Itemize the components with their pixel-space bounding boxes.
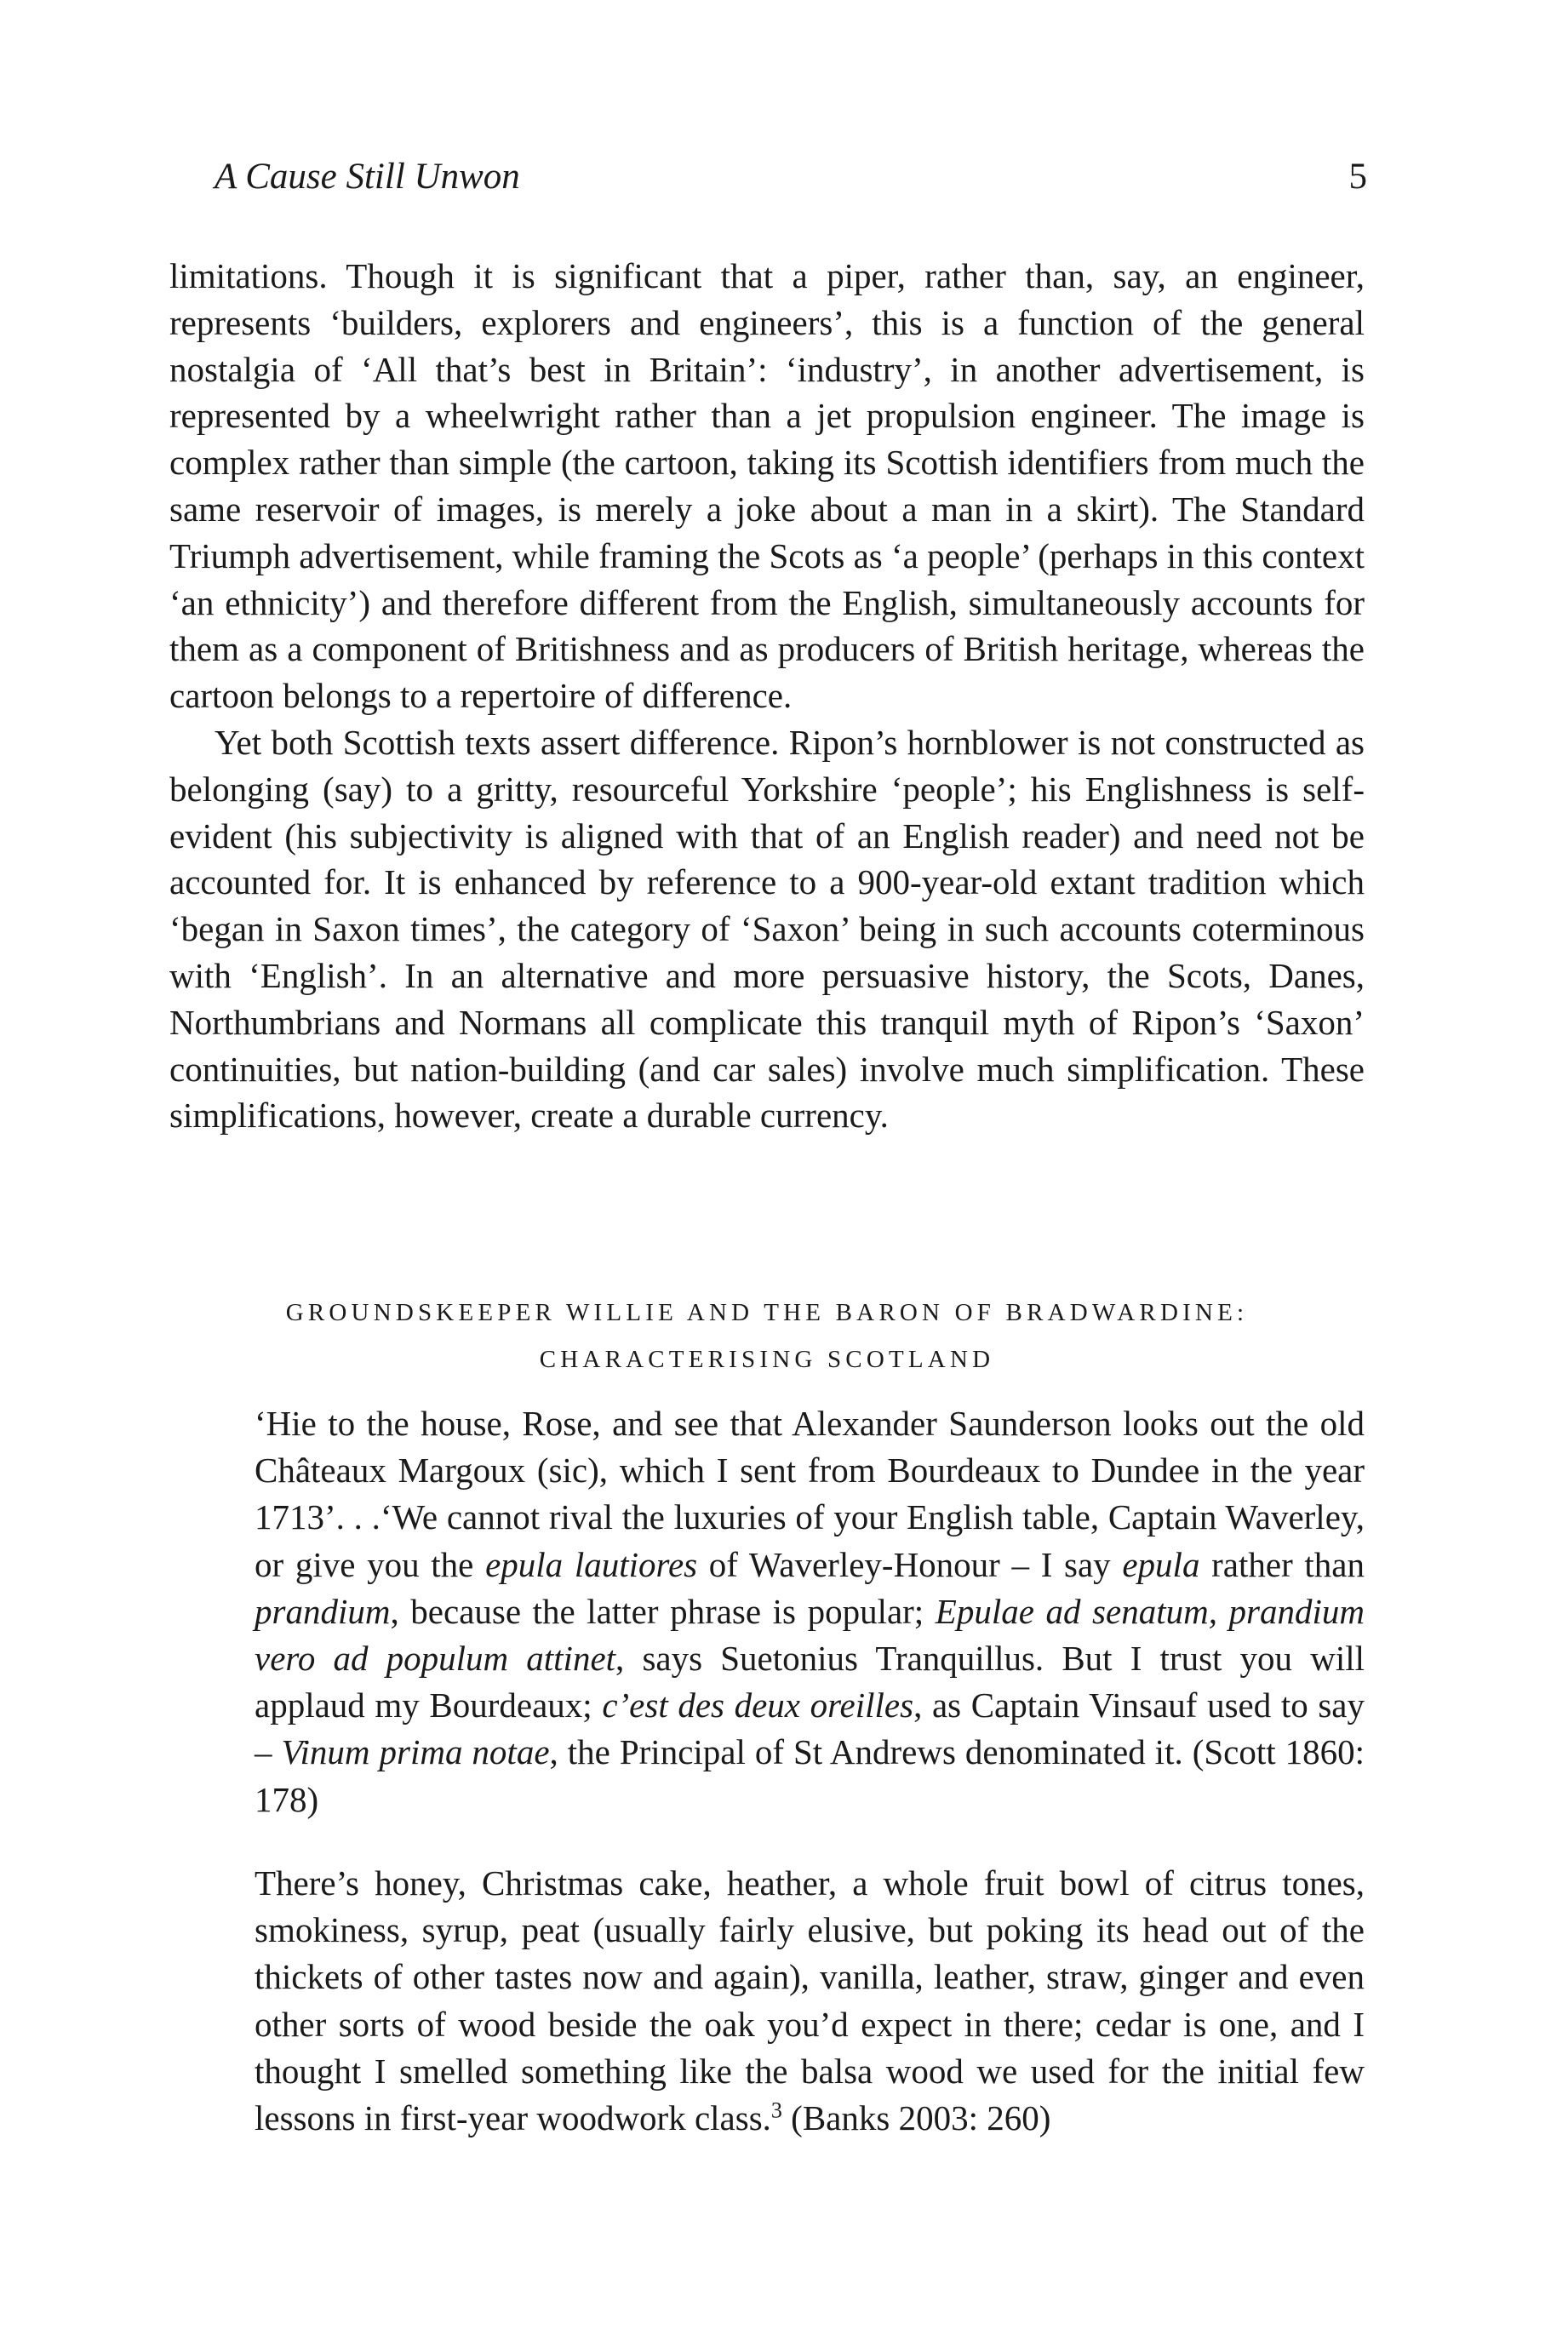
footnote-reference[interactable]: 3 <box>770 2097 782 2123</box>
page-number: 5 <box>1348 157 1367 197</box>
quote-text: , the Principal of St Andrews denominated it. (Scott 1860: 178) <box>255 1732 1365 1819</box>
quote-italic: Vinum prima notae <box>281 1732 550 1772</box>
quote-text: of Waverley-Honour – I say <box>697 1544 1123 1584</box>
quote-text: ‘Hie to the house, Rose, and see that Alexander Saunderson looks out the old Châteaux Margoux (sic), which I sent from Bourdeaux to Dundee in the year 1713’. . .‘We cannot rival the luxuries of your English table, Captain Waverley, or give you the <box>255 1404 1365 1584</box>
paragraph-1: limitations. Though it is significant that a piper, rather than, say, an engineer, represents ‘builders, explorers and engineers’, this is a function of the general nostalgia of ‘All that’s best in Britain’: ‘industry’, in another advertisement, is represented by a wheelwright rather than a jet propulsion engineer. The image is complex rather than simple (the cartoon, taking its Scottish identifiers from much the same reservoir of images, is merely a joke about a man in a skirt). The Standard Triumph advertisement, while framing the Scots as ‘a people’ (perhaps in this context ‘an ethnicity’) and therefore different from the English, simultaneously accounts for them as a component of Britishness and as producers of British heritage, whereas the cartoon belongs to a repertoire of difference. <box>169 256 1365 716</box>
quote-text: , says Suetonius Tranquillus. But I trust you will applaud my Bourdeaux; <box>255 1639 1365 1725</box>
quote-text: There’s honey, Christmas cake, heather, a whole fruit bowl of citrus tones, smokiness, syrup, peat (usually fairly elusive, but poking its head out of the thickets of other tastes now and again), vanilla, leather, straw, ginger and even other sorts of wood beside the oak you’d expect in there; cedar is one, and I thought I smelled something like the balsa wood we used for the initial few lessons in first-year woodwork class. <box>255 1863 1365 2138</box>
quote-text: rather than <box>1199 1544 1365 1584</box>
quote-text: (Banks 2003: 260) <box>781 2098 1051 2138</box>
section-heading-line-1: GROUNDSKEEPER WILLIE AND THE BARON OF BRADWARDINE: <box>285 1299 1249 1326</box>
block-quote-banks <box>255 1860 1365 2142</box>
paragraph-2: Yet both Scottish texts assert difference. Ripon’s hornblower is not constructed as belonging (say) to a gritty, resourceful Yorkshire ‘people’; his Englishness is self-evident (his subjectivity is aligned with that of an English reader) and need not be accounted for. It is enhanced by reference to a 900-year-old extant tradition which ‘began in Saxon times’, the category of ‘Saxon’ being in such accounts coterminous with ‘English’. In an alternative and more persuasive history, the Scots, Danes, Northumbrians and Normans all complicate this tranquil myth of Ripon’s ‘Saxon’ continuities, but nation-building (and car sales) involve much simplification. These simplifications, however, create a durable currency. <box>169 722 1365 1136</box>
section-heading-line-2: CHARACTERISING SCOTLAND <box>539 1346 995 1373</box>
quote-italic: epula <box>1122 1544 1200 1584</box>
block-quote-scott-text <box>255 1400 1365 1823</box>
body-text <box>169 253 1365 1139</box>
running-head-title: A Cause Still Unwon <box>215 157 520 197</box>
block-quote-scott <box>255 1400 1365 1823</box>
quote-text: , as Captain Vinsauf used to say – <box>255 1685 1365 1772</box>
block-quote-banks-text <box>255 1860 1365 2142</box>
quote-italic: Epulae ad senatum, prandium vero ad populum attinet <box>255 1591 1365 1679</box>
quote-italic: prandium <box>255 1591 391 1631</box>
quote-italic: c’est des deux oreilles <box>602 1685 914 1725</box>
quote-text: , because the latter phrase is popular; <box>390 1591 936 1631</box>
quote-italic: epula lautiores <box>485 1544 698 1584</box>
section-heading <box>169 1290 1365 1383</box>
